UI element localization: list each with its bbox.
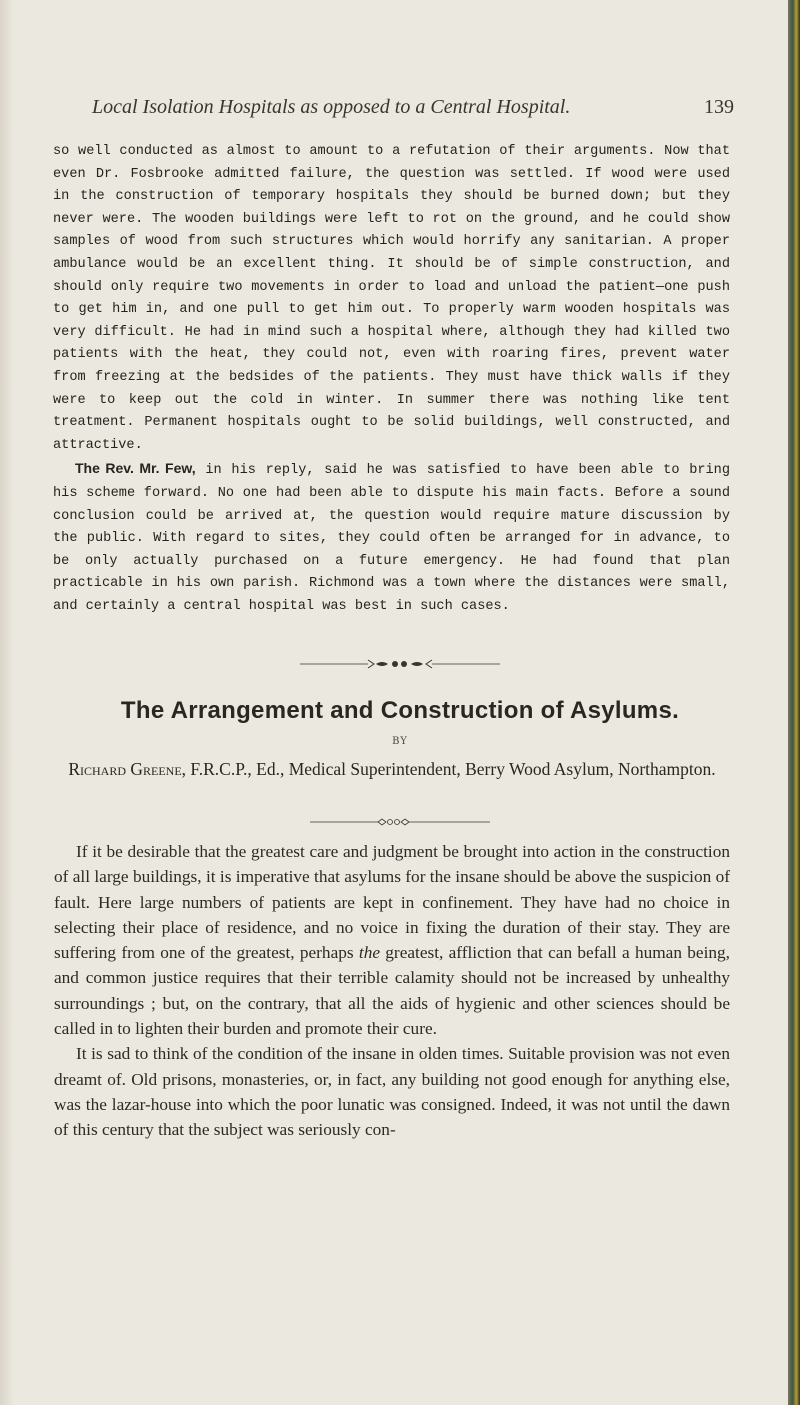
running-head-title: Local Isolation Hospitals as opposed to a Central Hospital. (92, 96, 571, 118)
article-paragraph (54, 839, 730, 1041)
discussion-paragraph (53, 457, 730, 618)
discussion-text (53, 141, 730, 618)
byline-divider-ornament (300, 817, 500, 827)
article-paragraph: It is sad to think of the condition of the insane in olden times. Suitable provision was not even dreamt of. Old prisons, monasteries, or, in fact, any building not good enough for anything else, was the lazar-house into which the poor lunatic was consigned. Indeed, it was not until the dawn of this century that the subject was seriously con- (54, 1044, 730, 1140)
speaker-name: The Rev. Mr. Few, (75, 460, 196, 477)
speaker-reply: in his reply, said he was satisfied to have been able to bring his scheme forward. No one had been able to dispute his main facts. Before a sound conclusion could be arrived at, the question would require mature discussion by the public. With regard to sites, they could often be arranged for in advance, to be only actually purchased on a future emergency. He had found that plan practicable in his own parish. Richmond was a town where the distances were small, and certainly a central hospital was best in such cases. (53, 463, 730, 614)
discussion-paragraph: so well conducted as almost to amount to a refutation of their arguments. Now that even Dr. Fosbrooke admitted failure, the question was settled. If wood were used in the construction of temporary hospitals they should be burned down; but they never were. The wooden buildings were left to rot on the ground, and he could show samples of wood from such structures which would horrify any sanitarian. A proper ambulance would be an excellent thing. It should be of simple construction, and should only require two movements in order to load and unload the patient—one push to get him in, and one pull to get him out. To properly warm wooden hospitals was very difficult. He had in mind such a hospital where, although they had killed two patients with the heat, they could not, even with roaring fires, prevent water from freezing at the bedsides of the patients. They must have thick walls if they were to keep out the cold in winter. In summer there was nothing like tent treatment. Permanent hospitals ought to be solid buildings, well constructed, and attractive. (53, 144, 730, 453)
section-divider-ornament (300, 659, 500, 669)
page-number: 139 (704, 96, 734, 118)
author-line (54, 757, 730, 782)
article-body (54, 839, 730, 1143)
author-name: Richard Greene (68, 759, 182, 779)
running-header (92, 96, 734, 120)
article-title: The Arrangement and Construction of Asylums. (120, 697, 680, 724)
byline-label: BY (392, 736, 408, 747)
emphasis: the (358, 943, 381, 963)
author-credentials: , F.R.C.P., Ed., Medical Superintendent, Berry Wood Asylum, Northampton. (181, 759, 716, 779)
article-text: If it be desirable that the greatest care and judgment be brought into action in the construction of all large buildings, it is imperative that asylums for the insane should be above the suspicion of fault. Here large numbers of patients are kept in confinement. They have had no choice in selecting their place of residence, and no voice in fixing the duration of their stay. They are suffering from one of the greatest, perhaps (54, 842, 730, 963)
article-text: greatest, affliction that can befall a human being, and common justice requires that their terrible calamity should not be increased by unhealthy surroundings ; but, on the contrary, that all the aids of hygienic and other sciences should be called in to lighten their burden and promote their cure. (54, 943, 730, 1039)
